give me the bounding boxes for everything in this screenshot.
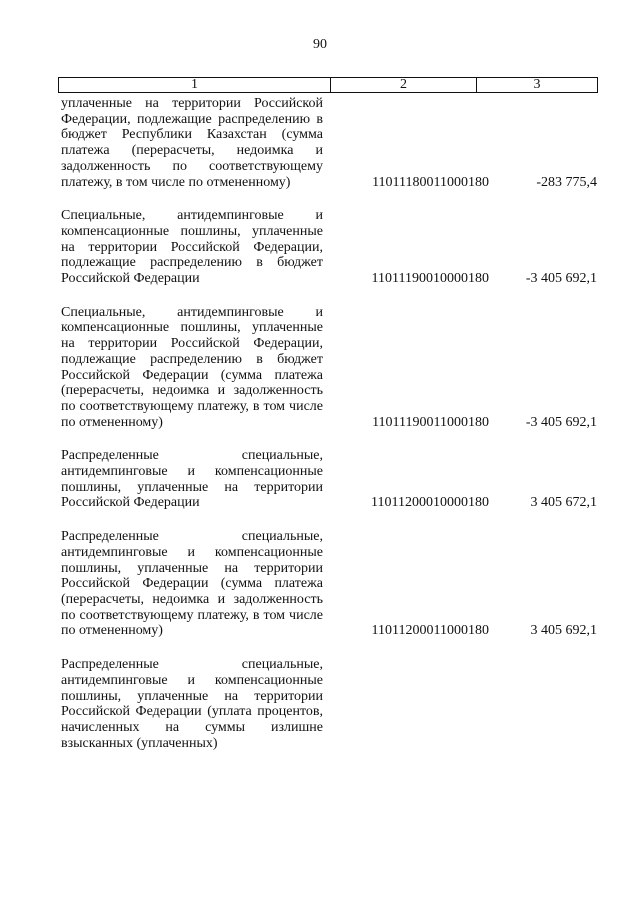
row-amount: 3 405 672,1 [530,495,597,511]
row-description: Распределенные специальные, антидемпинговые и компенсационные пошлины, уплаченные на территории Российской Федерации (сумма платежа (перерасчеты, недоимка и задолженность по соответствующему платежу, в том числе по отмененному) [61,529,323,639]
row-description: Распределенные специальные, антидемпинговые и компенсационные пошлины, уплаченные на территории Российской Федерации [61,448,323,511]
column-header-3: 3 [533,77,541,92]
page-number: 90 [313,37,327,52]
table-body [61,96,597,769]
table-row [61,657,597,751]
row-description: Специальные, антидемпинговые и компенсационные пошлины, уплаченные на территории Российской Федерации, подлежащие распределению в бюджет Российской Федерации (сумма платежа (перерасчеты, недоимка и задолженность по соответствующему платежу, в том числе по отмененному) [61,304,323,430]
row-code: 11011190011000180 [372,414,489,430]
table-row [61,529,597,639]
table-row [61,448,597,511]
table-header [58,77,598,93]
row-description: Распределенные специальные, антидемпинговые и компенсационные пошлины, уплаченные на территории Российской Федерации (уплата процентов, начисленных на суммы излишне взысканных (уплаченных) [61,657,323,751]
row-code: 11011200011000180 [371,623,489,639]
table-row [61,96,597,190]
row-amount: -3 405 692,1 [525,271,597,287]
column-header-1: 1 [59,78,331,92]
table-row [61,208,597,287]
table-row [61,305,597,431]
row-amount: -3 405 692,1 [525,414,597,430]
row-description: Специальные, антидемпинговые и компенсационные пошлины, уплаченные на территории Российской Федерации, подлежащие распределению в бюджет Российской Федерации [61,208,323,287]
row-description: уплаченные на территории Российской Федерации, подлежащие распределению в бюджет Республики Казахстан (сумма платежа (перерасчеты, недоимка и задолженность по соответствующему платежу, в том числе по отмененному) [61,96,323,190]
row-code: 11011190010000180 [371,271,489,287]
row-code: 11011200010000180 [371,495,489,511]
column-header-2: 2 [331,78,477,92]
row-code: 11011180011000180 [372,174,489,190]
row-amount: -283 775,4 [536,174,597,190]
row-amount: 3 405 692,1 [530,623,597,639]
